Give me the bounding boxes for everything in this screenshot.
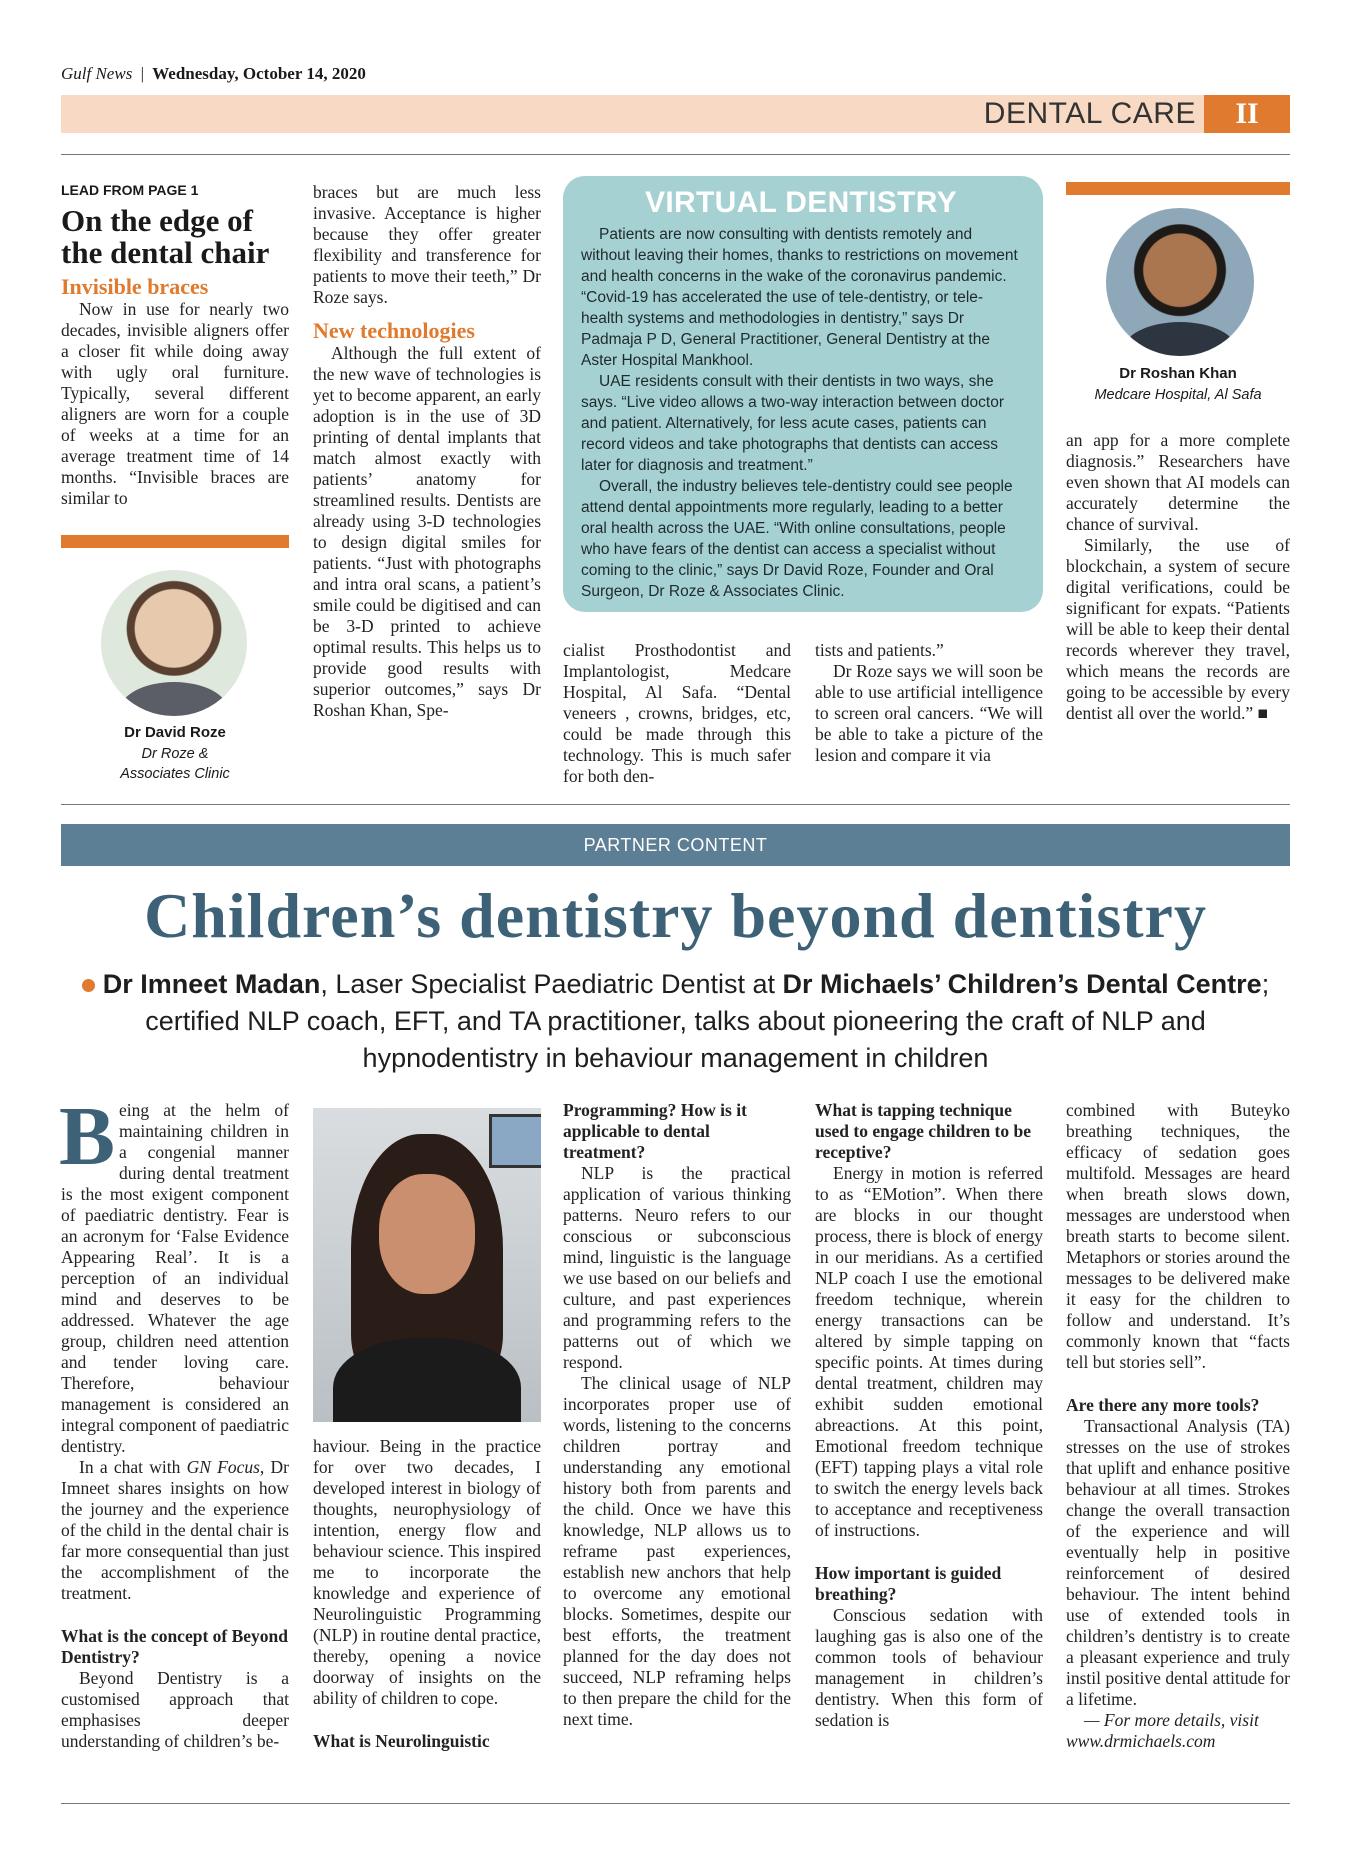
khan-caption-name: Dr Roshan Khan — [1119, 365, 1237, 382]
lead-col2-text-1: braces but are much less invasive. Acceptance is higher because they offer greater flexibility and transference for patients to move their teeth,” Dr Roze says. — [313, 182, 541, 307]
portrait-david-roze — [101, 570, 247, 716]
answer-breathing-cont: combined with Buteyko breathing techniques, the efficacy of sedation goes multifold. Messages are heard when breath slows down, messages are understood when breath starts to become silent. Metaphors or stories around the messages to be delivered make it easy for the children to follow and understand. It’s commonly known that “facts tell but stories sell”. — [1066, 1100, 1290, 1372]
issue-date: Wednesday, October 14, 2020 — [152, 64, 366, 83]
virtual-dentistry-p3: Overall, the industry believes tele-dentistry could see people attend dental appointments more regularly, leading to a better oral health across the UAE. “With online consultations, people who have fears of the dentist can access a specialist without coming to the clinic,” says Dr David Roze, Founder and Oral Surgeon, Dr Roze & Associates Clinic. — [581, 478, 1013, 600]
khan-shirt — [1122, 322, 1238, 356]
lead-column-5 — [1066, 430, 1290, 724]
roze-caption-affiliation-1: Dr Roze & — [141, 746, 209, 762]
deck-rest: ; certified NLP coach, EFT, and TA practitioner, talks about pioneering the craft of NLP and hypnodentistry in behaviour management in children — [145, 969, 1270, 1073]
lead-kicker: LEAD FROM PAGE 1 — [61, 182, 199, 198]
answer-breathing: Conscious sedation with laughing gas is also one of the common tools of behaviour management in children’s dentistry. When this form of sedation is — [815, 1605, 1043, 1730]
virtual-dentistry-text — [581, 224, 1021, 602]
lead-column-4 — [815, 640, 1043, 766]
lead-col3-text: cialist Prosthodontist and Implantologist, Medcare Hospital, Al Safa. “Dental veneers , crowns, bridges, etc, could be made through this technology. This is much safer for both den- — [563, 640, 791, 786]
answer-more-tools: Transactional Analysis (TA) stresses on the use of strokes that uplift and enhance positive behaviour at all times. Strokes change the overall transaction of the experience and will eventually help in positive reinforcement of desired behaviour. The intent behind use of extended tools in children’s dentistry is to create a pleasant experience and truly instil positive dental attitude for a lifetime. — [1066, 1416, 1290, 1709]
question-breathing: How important is guided breathing? — [815, 1563, 1002, 1604]
accent-bar-right — [1066, 182, 1290, 195]
top-rule — [61, 154, 1290, 155]
partner-column-5 — [1066, 1100, 1290, 1752]
masthead-line — [61, 64, 366, 84]
paper-name: Gulf News — [61, 64, 133, 83]
question-more-tools: Are there any more tools? — [1066, 1395, 1260, 1415]
portrait-roshan-khan — [1106, 208, 1254, 356]
accent-bar-left — [61, 535, 289, 548]
virtual-dentistry-title: VIRTUAL DENTISTRY — [645, 186, 957, 219]
partner-c1-p2-pre: In a chat with — [79, 1457, 187, 1477]
answer-nlp-1: NLP is the practical application of various thinking patterns. Neuro refers to our conscious or subconscious mind, linguistic is the language we use based on our beliefs and culture, and past experiences and programming refers to the patterns out of which we respond. — [563, 1163, 791, 1372]
lead-col2-text-2: Although the full extent of the new wave of technologies is yet to become apparent, an early adoption is in the use of 3D printing of dental implants that match almost exactly with patients’ anatomy for streamlined results. Dentists are already using 3-D technologies to design digital smiles for patients. “Just with photographs and intra oral scans, a patient’s smile could be digitised and can be 3-D printed to achieve optimal results. This helps us to provide good results with superior outcomes,” says Dr Roshan Khan, Spe- — [313, 343, 541, 720]
question-beyond-dentistry: What is the concept of Beyond Dentistry? — [61, 1626, 289, 1667]
lead-col4-text-1: tists and patients.” — [815, 640, 944, 660]
website-link[interactable]: www.drmichaels.com — [1066, 1731, 1216, 1751]
lead-col5-text-2-body: Similarly, the use of blockchain, a system of secure digital verifications, could be significant for expats. “Patients will be able to keep their dental records wherever they travel, which means the records are going to be accessible by every dentist all over the world.” — [1066, 535, 1290, 723]
partner-headline: Children’s dentistry beyond dentistry — [144, 880, 1207, 951]
answer-nlp-2: The clinical usage of NLP incorporates proper use of words, listening to the concerns children portray and understanding any emotional history both from parents and the child. Once we have this knowledge, NLP allows us to reframe past experiences, establish new anchors that help to overcome any emotional blocks. Sometimes, despite our best efforts, the treatment planned for the day does not succeed, NLP reframing helps to then prepare the child for the next time. — [563, 1373, 791, 1729]
answer-tapping: Energy in motion is referred to as “EMotion”. When there are blocks in our thought process, there is block of energy in our meridians. As a certified NLP coach I use the emotional freedom technique, wherein energy transactions can be altered by simple tapping on specific points. At times during dental treatment, children may exhibit sudden emotional abreactions. At this point, Emotional freedom technique (EFT) tapping plays a vital role to switch the energy levels back to acceptance and receptiveness of instructions. — [815, 1163, 1043, 1540]
deck-name: Dr Imneet Madan — [102, 969, 321, 999]
partner-c1-p2 — [61, 1457, 289, 1604]
drop-cap: B — [59, 1090, 116, 1183]
partner-column-1 — [59, 1090, 290, 1752]
portrait-imneet-madan — [313, 1108, 541, 1422]
credit-line: — For more details, visit — [1084, 1710, 1259, 1730]
partner-column-2 — [313, 1436, 541, 1752]
partner-c1-p2-post: , Dr Imneet shares insights on how the journey and the experience of the child in the dental chair is far more consequential than just the accomplishment of the treatment. — [61, 1457, 290, 1603]
lead-col1-text: Now in use for nearly two decades, invisible aligners offer a closer fit while doing away with ugly oral furniture. Typically, several different aligners are worn for a couple of weeks at a time for an average treatment time of 14 months. “Invisible braces are similar to — [61, 299, 289, 508]
partner-intro: eing at the helm of maintaining children in a congenial manner during dental treatment is the most exigent component of paediatric dentistry. Fear is an acronym for ‘False Evidence Appearing Real’. It is a perception of an individual mind and deserves to be addressed. Whatever the age group, children need attention and tender loving care. Therefore, behaviour management is considered an integral component of paediatric dentistry. — [61, 1100, 289, 1456]
partner-content-band: PARTNER CONTENT — [61, 824, 1290, 866]
partner-c2-text: haviour. Being in the practice for over two decades, I developed interest in biology of thoughts, neurophysiology of intention, energy flow and behaviour science. This inspired me to incorporate the knowledge and experience of Neurolinguistic Programming (NLP) in routine dental practice, thereby, opening a novice doorway of insights on the ability of children to cope. — [313, 1436, 541, 1708]
khan-caption-affiliation: Medcare Hospital, Al Safa — [1094, 387, 1262, 403]
end-mark: ■ — [1257, 703, 1269, 723]
section-title: DENTAL CARE — [983, 97, 1196, 130]
roze-caption-name: Dr David Roze — [124, 724, 226, 741]
lead-col4-text-2: Dr Roze says we will soon be able to use artificial intelligence to screen oral cancers. “We will be able to take a picture of the lesion and compare it via — [815, 661, 1043, 765]
virtual-dentistry-box — [563, 176, 1043, 612]
lead-col5-text-1: an app for a more complete diagnosis.” Researchers have even shown that AI models can accurately determine the chance of survival. — [1066, 430, 1290, 534]
question-nlp-part-1: What is Neurolinguistic — [313, 1731, 490, 1751]
answer-beyond-dentistry: Beyond Dentistry is a customised approach that emphasises deeper understanding of children’s be- — [61, 1668, 289, 1751]
subhead-invisible-braces: Invisible braces — [61, 274, 209, 299]
lead-column-3 — [563, 640, 791, 787]
virtual-dentistry-p2: UAE residents consult with their dentists in two ways, she says. “Live video allows a two-way interaction between doctor and patient. Alternatively, for less acute cases, patients can record videos and take photographs that dentists can access later for diagnosis and treatment.” — [581, 373, 1005, 474]
partner-column-3 — [563, 1100, 791, 1730]
partner-deck — [61, 966, 1290, 1077]
partner-column-4 — [815, 1100, 1043, 1731]
roze-shirt — [119, 682, 229, 716]
publication-name: GN Focus — [186, 1457, 260, 1477]
photo-face — [379, 1174, 475, 1294]
deck-mid: , Laser Specialist Paediatric Dentist at — [320, 969, 783, 999]
lead-column-1 — [61, 276, 289, 509]
masthead-separator: | — [140, 64, 144, 83]
photo-monitor — [489, 1114, 541, 1168]
lead-headline: On the edge of the dental chair — [61, 203, 270, 270]
deck-bullet-icon — [82, 979, 95, 992]
lead-column-2 — [313, 182, 541, 721]
photo-top — [333, 1338, 521, 1422]
question-nlp-part-2: Programming? How is it applicable to dental treatment? — [563, 1100, 747, 1162]
subhead-new-technologies: New technologies — [313, 318, 475, 343]
section-divider-rule — [61, 804, 1290, 805]
question-tapping: What is tapping technique used to engage children to be receptive? — [815, 1100, 1031, 1162]
bottom-rule — [61, 1803, 1290, 1804]
lead-col5-text-2 — [1066, 535, 1290, 724]
virtual-dentistry-p1: Patients are now consulting with dentists remotely and without leaving their homes, thanks to restrictions on movement and health concerns in the wake of the coronavirus pandemic. “Covid-19 has accelerated the use of tele-dentistry, or tele-health systems and methodologies in dentistry,” says Dr Padmaja P D, General Practitioner, General Dentistry at the Aster Hospital Mankhool. — [581, 226, 1018, 369]
deck-clinic: Dr Michaels’ Children’s Dental Centre — [782, 969, 1262, 999]
roze-caption-affiliation-2: Associates Clinic — [120, 766, 230, 782]
page-number: II — [1204, 95, 1290, 133]
